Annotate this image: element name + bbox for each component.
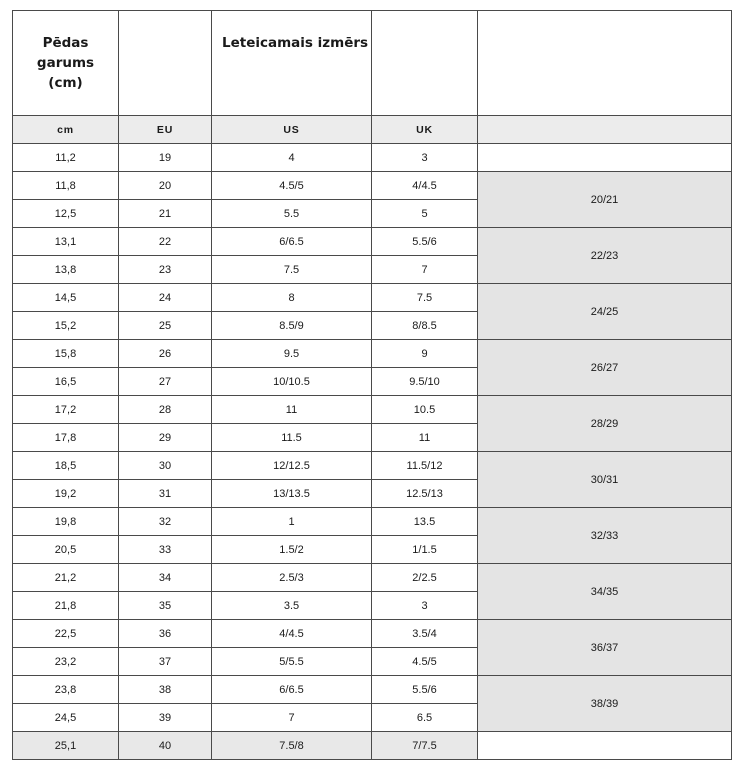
cell-us: 10/10.5 (212, 368, 372, 396)
cell-cm: 16,5 (13, 368, 119, 396)
table-row (13, 564, 732, 592)
cell-eu: 20 (119, 172, 212, 200)
cell-uk: 3 (372, 592, 478, 620)
cell-eu: 25 (119, 312, 212, 340)
cell-eu: 33 (119, 536, 212, 564)
cell-eu: 21 (119, 200, 212, 228)
table-row (13, 452, 732, 480)
cell-us: 4.5/5 (212, 172, 372, 200)
table-row (13, 340, 732, 368)
cell-us: 8 (212, 284, 372, 312)
cell-cm: 21,8 (13, 592, 119, 620)
recommended-size-heading: Leteicamais izmērs (212, 11, 372, 116)
cell-us: 7.5 (212, 256, 372, 284)
column-header-blank (478, 116, 732, 144)
cell-cm: 25,1 (13, 732, 119, 760)
cell-uk: 9 (372, 340, 478, 368)
cell-us: 9.5 (212, 340, 372, 368)
cell-uk: 7 (372, 256, 478, 284)
cell-eu: 22 (119, 228, 212, 256)
cell-us: 4 (212, 144, 372, 172)
header-row (13, 11, 732, 116)
cell-us: 5.5 (212, 200, 372, 228)
merged-size-cell: 36/37 (478, 620, 732, 676)
cell-uk: 1/1.5 (372, 536, 478, 564)
merged-size-cell: 24/25 (478, 284, 732, 340)
cell-cm: 13,8 (13, 256, 119, 284)
merged-size-cell: 38/39 (478, 676, 732, 732)
cell-us: 2.5/3 (212, 564, 372, 592)
cell-eu: 37 (119, 648, 212, 676)
column-header-cm: cm (13, 116, 119, 144)
cell-cm: 19,8 (13, 508, 119, 536)
cell-cm: 14,5 (13, 284, 119, 312)
table-row (13, 172, 732, 200)
size-chart (12, 10, 732, 760)
merged-size-cell: 26/27 (478, 340, 732, 396)
table-row (13, 508, 732, 536)
cell-us: 11 (212, 396, 372, 424)
cell-cm: 21,2 (13, 564, 119, 592)
cell-uk: 3.5/4 (372, 620, 478, 648)
cell-cm: 24,5 (13, 704, 119, 732)
cell-us: 6/6.5 (212, 676, 372, 704)
table-row (13, 396, 732, 424)
merged-size-cell: 28/29 (478, 396, 732, 452)
cell-cm: 17,8 (13, 424, 119, 452)
cell-eu: 27 (119, 368, 212, 396)
cell-uk: 5.5/6 (372, 228, 478, 256)
cell-eu: 31 (119, 480, 212, 508)
cell-uk: 2/2.5 (372, 564, 478, 592)
cell-eu: 39 (119, 704, 212, 732)
cell-uk: 8/8.5 (372, 312, 478, 340)
cell-us: 1 (212, 508, 372, 536)
cell-cm: 18,5 (13, 452, 119, 480)
cell-uk: 5 (372, 200, 478, 228)
cell-uk: 4.5/5 (372, 648, 478, 676)
cell-eu: 30 (119, 452, 212, 480)
cell-cm: 23,2 (13, 648, 119, 676)
cell-uk: 4/4.5 (372, 172, 478, 200)
subheader-row (13, 116, 732, 144)
cell-uk: 6.5 (372, 704, 478, 732)
cell-uk: 5.5/6 (372, 676, 478, 704)
table-row (13, 676, 732, 704)
cell-eu: 23 (119, 256, 212, 284)
cell-us: 3.5 (212, 592, 372, 620)
cell-eu: 34 (119, 564, 212, 592)
foot-length-heading: Pēdas garums (cm) (13, 11, 119, 116)
cell-us: 7.5/8 (212, 732, 372, 760)
cell-cm: 11,2 (13, 144, 119, 172)
cell-cm: 19,2 (13, 480, 119, 508)
cell-eu: 36 (119, 620, 212, 648)
table-row (13, 620, 732, 648)
cell-eu: 35 (119, 592, 212, 620)
table-row (13, 284, 732, 312)
cell-us: 13/13.5 (212, 480, 372, 508)
cell-us: 6/6.5 (212, 228, 372, 256)
cell-uk: 7/7.5 (372, 732, 478, 760)
cell-uk: 9.5/10 (372, 368, 478, 396)
table-row (13, 144, 732, 172)
header-blank-cell (372, 11, 478, 116)
cell-cm: 11,8 (13, 172, 119, 200)
column-header-eu: EU (119, 116, 212, 144)
cell-us: 4/4.5 (212, 620, 372, 648)
cell-blank (478, 732, 732, 760)
cell-cm: 15,8 (13, 340, 119, 368)
table-row (13, 732, 732, 760)
cell-uk: 13.5 (372, 508, 478, 536)
cell-cm: 13,1 (13, 228, 119, 256)
cell-eu: 19 (119, 144, 212, 172)
cell-eu: 40 (119, 732, 212, 760)
merged-size-cell: 30/31 (478, 452, 732, 508)
cell-blank (478, 144, 732, 172)
cell-us: 12/12.5 (212, 452, 372, 480)
cell-us: 7 (212, 704, 372, 732)
cell-eu: 29 (119, 424, 212, 452)
header-blank-cell (478, 11, 732, 116)
merged-size-cell: 22/23 (478, 228, 732, 284)
column-header-us: US (212, 116, 372, 144)
cell-cm: 23,8 (13, 676, 119, 704)
cell-cm: 20,5 (13, 536, 119, 564)
header-blank-cell (119, 11, 212, 116)
cell-uk: 11 (372, 424, 478, 452)
cell-uk: 3 (372, 144, 478, 172)
cell-cm: 12,5 (13, 200, 119, 228)
column-header-uk: UK (372, 116, 478, 144)
cell-eu: 24 (119, 284, 212, 312)
merged-size-cell: 34/35 (478, 564, 732, 620)
cell-uk: 7.5 (372, 284, 478, 312)
table-row (13, 228, 732, 256)
cell-us: 1.5/2 (212, 536, 372, 564)
cell-uk: 10.5 (372, 396, 478, 424)
cell-cm: 15,2 (13, 312, 119, 340)
cell-eu: 38 (119, 676, 212, 704)
cell-cm: 22,5 (13, 620, 119, 648)
cell-us: 8.5/9 (212, 312, 372, 340)
cell-uk: 12.5/13 (372, 480, 478, 508)
cell-uk: 11.5/12 (372, 452, 478, 480)
cell-us: 5/5.5 (212, 648, 372, 676)
size-table (12, 10, 732, 760)
cell-eu: 26 (119, 340, 212, 368)
cell-cm: 17,2 (13, 396, 119, 424)
cell-eu: 32 (119, 508, 212, 536)
cell-us: 11.5 (212, 424, 372, 452)
merged-size-cell: 20/21 (478, 172, 732, 228)
merged-size-cell: 32/33 (478, 508, 732, 564)
cell-eu: 28 (119, 396, 212, 424)
